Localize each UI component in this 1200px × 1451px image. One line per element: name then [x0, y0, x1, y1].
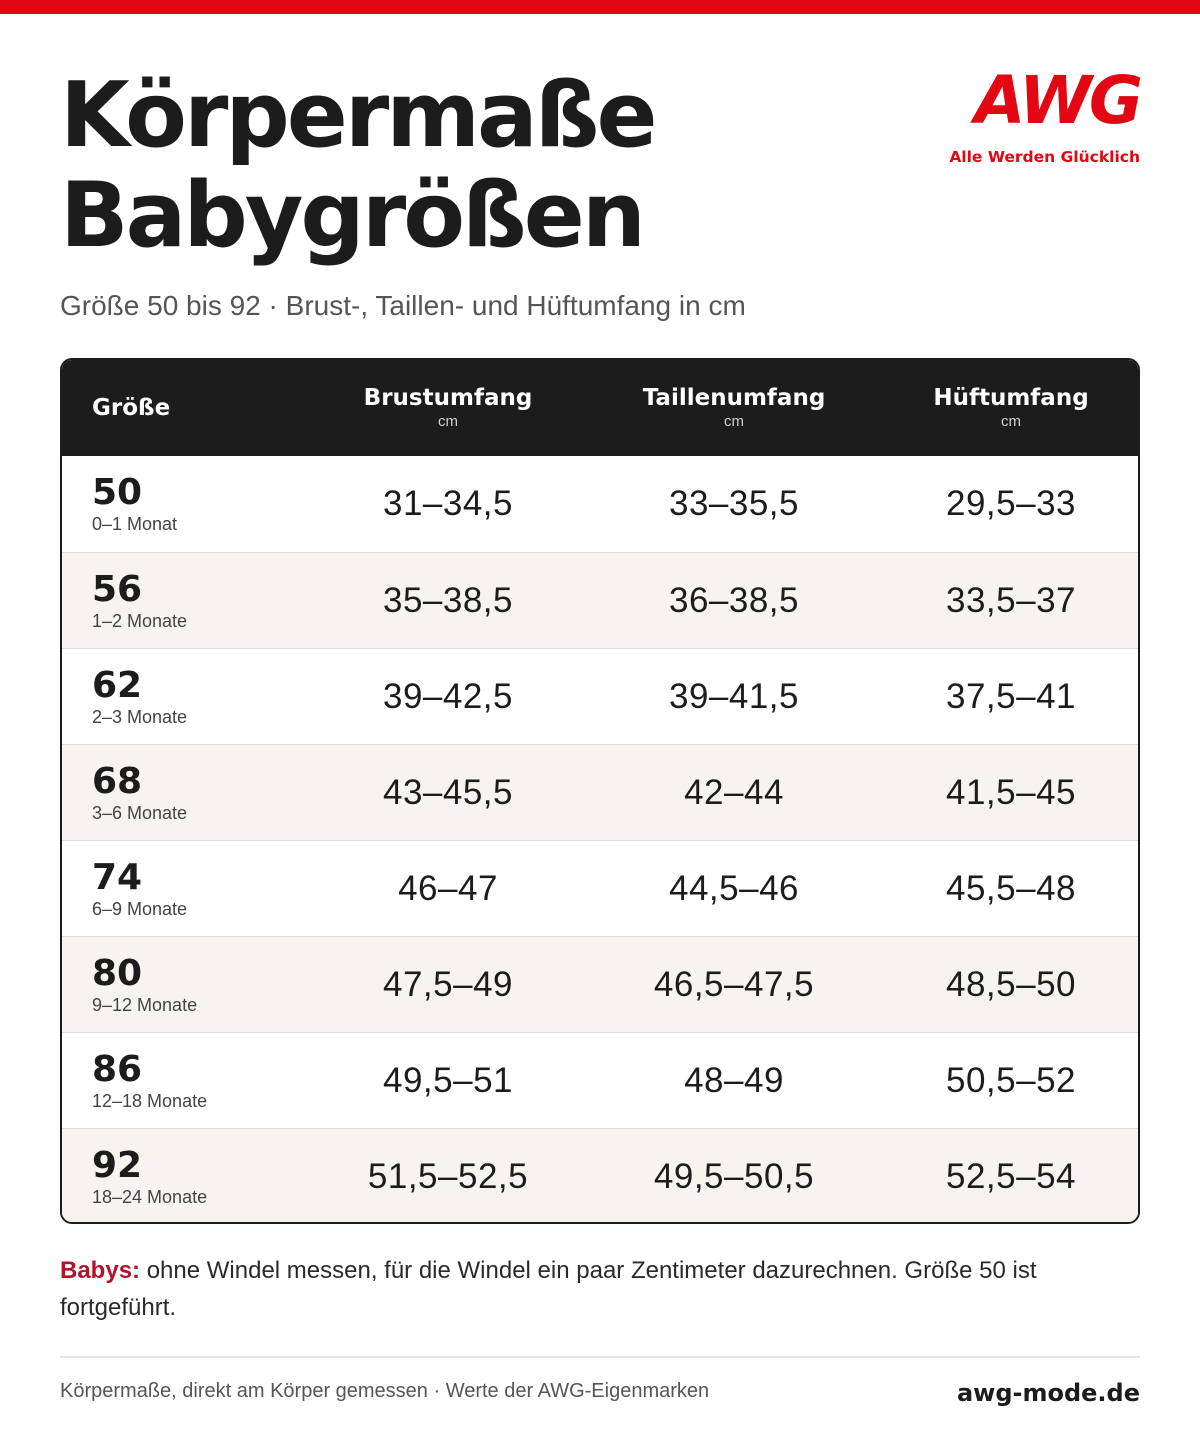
table-row: [62, 552, 1138, 648]
note-text: ohne Windel messen, für die Windel ein paar Zentimeter dazurechnen. Größe 50 ist fortgeführt.: [60, 1257, 1037, 1321]
size-number: 86: [92, 1048, 143, 1090]
table-row: [62, 1128, 1138, 1224]
size-cell: [62, 841, 312, 936]
table-row: [62, 840, 1138, 936]
hip-cell: 45,5–48: [945, 868, 1077, 908]
table-row: [62, 936, 1138, 1032]
logo-tagline: Alle Werden Glücklich: [949, 148, 1140, 166]
size-cell: [62, 1033, 312, 1128]
measurement-note: [60, 1252, 1150, 1326]
size-age: 18–24 Monate: [92, 1186, 208, 1207]
footer-source-text: Körpermaße, direkt am Körper gemessen · Werte der AWG-Eigenmarken: [60, 1380, 710, 1402]
table-row: [62, 744, 1138, 840]
hip-cell: 48,5–50: [945, 964, 1077, 1004]
waist-cell: 49,5–50,5: [653, 1156, 815, 1196]
table-row: [62, 648, 1138, 744]
awg-logo: [940, 64, 1140, 166]
chest-cell: 31–34,5: [382, 484, 514, 523]
size-cell: [62, 456, 312, 552]
page-title: [60, 63, 860, 268]
hip-cell: 33,5–37: [945, 580, 1077, 620]
size-age: 0–1 Monat: [92, 514, 178, 534]
page-subtitle: Größe 50 bis 92 · Brust-, Taillen- und Hüftumfang in cm: [60, 290, 746, 321]
size-number: 62: [92, 664, 143, 706]
hip-cell: 29,5–33: [945, 484, 1077, 523]
chest-cell: 43–45,5: [382, 772, 514, 812]
column-header-label: Größe: [92, 395, 171, 421]
column-header-size: [62, 360, 312, 456]
size-age: 1–2 Monate: [92, 610, 188, 631]
note-label: Babys:: [60, 1257, 141, 1284]
size-number: 92: [92, 1144, 143, 1186]
hip-cell: 37,5–41: [945, 676, 1077, 716]
column-header-chest: [312, 360, 584, 456]
size-number: 50: [92, 472, 143, 513]
size-number: 56: [92, 568, 143, 610]
footer-divider: [60, 1356, 1140, 1358]
top-accent-bar: [0, 0, 1200, 14]
chest-cell: 47,5–49: [382, 964, 514, 1004]
waist-cell: 46,5–47,5: [653, 964, 815, 1004]
size-cell: [62, 745, 312, 840]
size-cell: [62, 1129, 312, 1224]
column-header-label: Brustumfang: [363, 385, 533, 411]
column-header-unit: cm: [724, 413, 744, 430]
hip-cell: 52,5–54: [945, 1156, 1077, 1196]
size-age: 3–6 Monate: [92, 802, 188, 823]
column-header-unit: cm: [1001, 413, 1021, 430]
column-header-label: Hüftumfang: [933, 385, 1089, 411]
hip-cell: 50,5–52: [945, 1060, 1077, 1100]
chest-cell: 51,5–52,5: [367, 1156, 529, 1196]
chest-cell: 39–42,5: [382, 676, 514, 716]
table-row: [62, 1032, 1138, 1128]
table-row: [62, 456, 1138, 552]
size-cell: [62, 553, 312, 648]
size-number: 80: [92, 952, 143, 994]
waist-cell: 33–35,5: [668, 484, 800, 523]
waist-cell: 48–49: [684, 1060, 784, 1100]
column-header-unit: cm: [438, 413, 458, 430]
waist-cell: 42–44: [684, 772, 784, 812]
website-link[interactable]: awg-mode.de: [956, 1379, 1140, 1407]
column-header-waist: [584, 360, 884, 456]
size-cell: [62, 649, 312, 744]
size-age: 9–12 Monate: [92, 994, 198, 1015]
column-header-hip: [884, 360, 1138, 456]
waist-cell: 39–41,5: [668, 676, 800, 716]
size-number: 68: [92, 760, 143, 802]
title-line-2: Babygrößen: [60, 163, 643, 268]
table-body: [62, 456, 1138, 1224]
size-age: 6–9 Monate: [92, 898, 188, 919]
title-line-1: Körpermaße: [60, 63, 655, 168]
chest-cell: 35–38,5: [382, 580, 514, 620]
size-table: [60, 358, 1140, 1224]
chest-cell: 46–47: [398, 868, 498, 908]
size-age: 2–3 Monate: [92, 706, 188, 727]
waist-cell: 36–38,5: [668, 580, 800, 620]
table-header: [62, 360, 1138, 456]
hip-cell: 41,5–45: [945, 772, 1077, 812]
size-number: 74: [92, 856, 143, 898]
size-age: 12–18 Monate: [92, 1090, 208, 1111]
column-header-label: Taillenumfang: [642, 385, 826, 411]
waist-cell: 44,5–46: [668, 868, 800, 908]
size-cell: [62, 937, 312, 1032]
logo-mark: AWG: [974, 62, 1140, 139]
chest-cell: 49,5–51: [382, 1060, 514, 1100]
